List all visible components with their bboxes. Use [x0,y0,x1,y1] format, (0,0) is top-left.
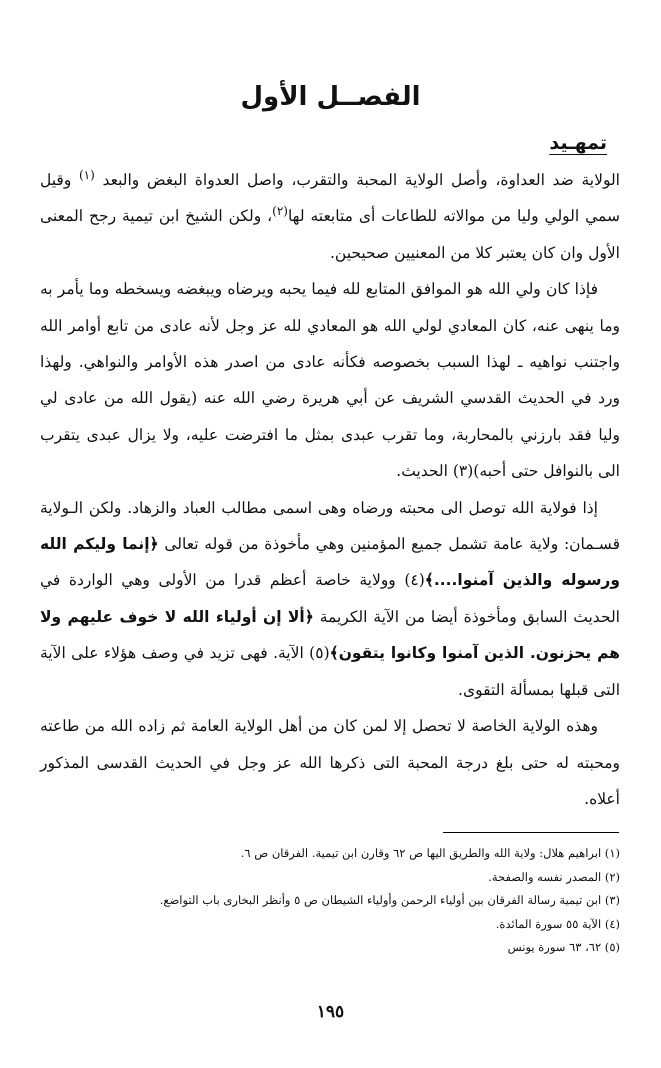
footnote-reference: (٢) [272,204,288,219]
footnotes [40,842,620,960]
footnote-2: (٢) المصدر نفسه والصفحة. [488,869,620,884]
section-heading: تمهـيد [549,132,607,154]
text-run: ، ولكن الشيخ ابن تيمية رجح المعنى الأول وان كان يعتبر كلا من المعنيين صحيحين. [40,207,620,262]
chapter-title: الفصــل الأول [240,82,421,112]
text-run: (٥) الآية. فهى تزيد في وصف هؤلاء على الآية التى قبلها بمسألة التقوى. [40,644,620,699]
footnote-3: (٣) ابن تيمية رسالة الفرقان بين أولياء الرحمن وأولياء الشيطان ص ٥ وأنظر البخارى باب التواضع. [159,893,620,907]
text-run: وقيل سمي الولي وليا من موالاته للطاعات أى متابعته لها [40,171,620,226]
footnote-divider [443,832,619,833]
page-number: ١٩٥ [316,1002,345,1022]
footnote-5: (٥) ٦٢، ٦٣ سورة يونس [507,940,620,954]
text-run: الولاية ضد العداوة، وأصل الولاية المحبة والتقرب، واصل العدواة البغض والبعد [94,171,620,189]
paragraph [40,271,620,489]
paragraph [40,490,620,708]
text-run: إذا فولاية الله توصل الى محبته ورضاه وهى اسمى مطالب العباد والزهاد. ولكن الـولاية قسـمان: ولاية عامة تشمل جميع المؤمنين وهي مأخوذة من قوله تعالى [40,498,621,554]
footnote-4: (٤) الآية ٥٥ سورة المائدة. [495,916,620,931]
quranic-verse: ﴿إنما وليكم الله ورسوله والذين آمنوا....﴾ [40,535,620,590]
quranic-verse: ﴿ألا إن أولياء الله لا خوف عليهم ولا هم يحزنون. الذين آمنوا وكانوا يتقون﴾ [40,607,620,663]
paragraph [40,708,620,817]
text-run: (٤) وولاية خاصة أعظم قدرا من الأولى وهي الواردة في الحديث السابق ومأخوذة أيضا من الآية الكريمة [40,571,620,626]
footnote-1: (١) ابراهيم هلال: ولاية الله والطريق اليها ص ٦٢ وقارن ابن تيمية. الفرقان ص ٦. [240,846,620,860]
body-text [40,162,620,817]
text-run: وهذه الولاية الخاصة لا تحصل إلا لمن كان من أهل الولاية العامة ثم زاده الله من طاعته ومحبته له حتى بلغ درجة المحبة التى ذكرها الله عز وجل في الحديث القدسى المذكور أعلاه. [40,717,620,808]
text-run: فإذا كان ولي الله هو الموافق المتابع لله فيما يحبه ويرضاه ويبغضه ويسخطه وما يأمر به وما ينهى عنه، كان المعادي لولي الله هو المعادي لله عز وجل لأنه عادى من تابع أوامر الله واجتنب نواهيه ـ لهذا السبب بخصوصه فكأنه عادى من اصدر هذه الأوامر والنواهي. ولهذا ورد في الحديث القدسي الشريف عن أبي هريرة رضي الله عنه (يقول الله من عادى لي وليا فقد بارزني بالمحاربة، وما تقرب عبدى بمثل ما افترضت عليه، ولا يزال عبدى يتقرب الى بالنوافل حتى أحبه)(٣) الحديث. [40,280,620,481]
paragraph [40,162,620,271]
footnote-reference: (١) [78,167,95,182]
